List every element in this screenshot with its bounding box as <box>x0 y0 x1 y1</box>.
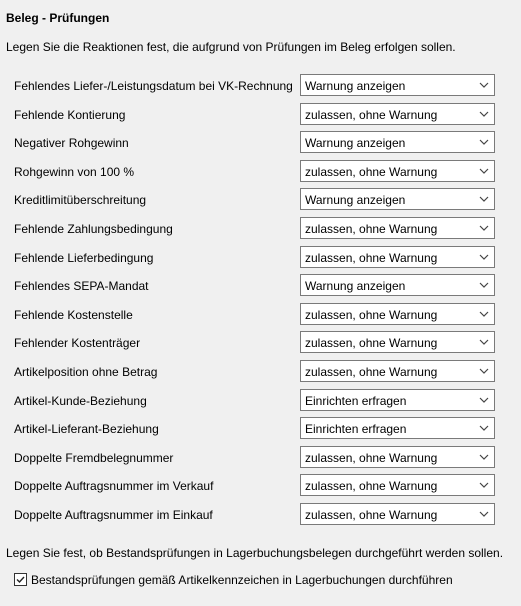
chevron-down-icon <box>478 478 490 492</box>
check-label: Fehlende Lieferbedingung <box>14 250 154 265</box>
stock-checkbox[interactable] <box>14 573 27 586</box>
reaction-select-value: zulassen, ohne Warnung <box>305 507 438 522</box>
reaction-select[interactable] <box>300 446 495 468</box>
reaction-select-value: zulassen, ohne Warnung <box>305 107 438 122</box>
check-row <box>0 216 521 245</box>
check-row <box>0 273 521 302</box>
reaction-select-value: zulassen, ohne Warnung <box>305 479 438 494</box>
check-label: Fehlende Zahlungsbedingung <box>14 221 173 236</box>
reaction-select[interactable] <box>300 246 495 268</box>
check-label: Artikel-Kunde-Beziehung <box>14 393 147 408</box>
check-label: Negativer Rohgewinn <box>14 136 129 151</box>
chevron-down-icon <box>478 421 490 435</box>
reaction-select-value: zulassen, ohne Warnung <box>305 364 438 379</box>
chevron-down-icon <box>478 364 490 378</box>
chevron-down-icon <box>478 507 490 521</box>
check-label: Doppelte Auftragsnummer im Verkauf <box>14 479 214 494</box>
section-intro: Legen Sie die Reaktionen fest, die aufgrund von Prüfungen im Beleg erfolgen sollen. <box>6 40 456 54</box>
reaction-select-value: Warnung anzeigen <box>305 136 406 151</box>
stock-checkbox-label[interactable]: Bestandsprüfungen gemäß Artikelkennzeichen in Lagerbuchungen durchführen <box>31 573 453 587</box>
check-label: Doppelte Auftragsnummer im Einkauf <box>14 507 213 522</box>
reaction-select[interactable] <box>300 188 495 210</box>
check-row <box>0 330 521 359</box>
check-label: Fehlendes Liefer-/Leistungsdatum bei VK-Rechnung <box>14 79 293 93</box>
reaction-select-value: Warnung anzeigen <box>305 193 406 208</box>
reaction-select-value: zulassen, ohne Warnung <box>305 450 438 465</box>
check-row <box>0 159 521 188</box>
check-label: Rohgewinn von 100 % <box>14 164 135 179</box>
chevron-down-icon <box>478 335 490 349</box>
reaction-select[interactable] <box>300 417 495 439</box>
reaction-select-value: Warnung anzeigen <box>305 79 406 93</box>
chevron-down-icon <box>478 250 490 264</box>
check-label: Doppelte Fremdbelegnummer <box>14 450 174 465</box>
check-row <box>0 245 521 274</box>
check-label: Fehlende Kostenstelle <box>14 307 133 322</box>
check-row <box>0 187 521 216</box>
check-label: Fehlender Kostenträger <box>14 336 141 351</box>
check-label: Kreditlimitüberschreitung <box>14 193 147 208</box>
reaction-select[interactable] <box>300 274 495 296</box>
reaction-select[interactable] <box>300 474 495 496</box>
check-row <box>0 445 521 474</box>
chevron-down-icon <box>478 307 490 321</box>
reaction-select[interactable] <box>300 360 495 382</box>
stock-intro: Legen Sie fest, ob Bestandsprüfungen in Lagerbuchungsbelegen durchgeführt werden sollen. <box>6 546 504 560</box>
chevron-down-icon <box>478 221 490 235</box>
reaction-select[interactable] <box>300 389 495 411</box>
reaction-select-value: Warnung anzeigen <box>305 279 406 294</box>
reaction-select[interactable] <box>300 503 495 525</box>
chevron-down-icon <box>478 192 490 206</box>
reaction-select[interactable] <box>300 103 495 125</box>
reaction-select[interactable] <box>300 74 495 96</box>
check-row <box>0 130 521 159</box>
check-row <box>0 359 521 388</box>
chevron-down-icon <box>478 278 490 292</box>
chevron-down-icon <box>478 164 490 178</box>
reaction-select-value: zulassen, ohne Warnung <box>305 307 438 322</box>
chevron-down-icon <box>478 393 490 407</box>
check-row <box>0 102 521 131</box>
chevron-down-icon <box>478 78 490 92</box>
check-row <box>0 388 521 417</box>
check-row <box>0 473 521 502</box>
reaction-select-value: zulassen, ohne Warnung <box>305 250 438 265</box>
reaction-select[interactable] <box>300 131 495 153</box>
reaction-select-value: zulassen, ohne Warnung <box>305 221 438 236</box>
chevron-down-icon <box>478 450 490 464</box>
check-label: Artikelposition ohne Betrag <box>14 364 158 379</box>
reaction-select-value: zulassen, ohne Warnung <box>305 336 438 351</box>
reaction-select[interactable] <box>300 217 495 239</box>
reaction-select-value: Einrichten erfragen <box>305 422 407 437</box>
reaction-select-value: zulassen, ohne Warnung <box>305 164 438 179</box>
check-label: Artikel-Lieferant-Beziehung <box>14 422 159 437</box>
reaction-select[interactable] <box>300 331 495 353</box>
reaction-select[interactable] <box>300 160 495 182</box>
checks-list <box>0 73 521 531</box>
chevron-down-icon <box>478 135 490 149</box>
check-row <box>0 73 521 102</box>
check-label: Fehlende Kontierung <box>14 107 126 122</box>
check-row <box>0 302 521 331</box>
section-title: Beleg - Prüfungen <box>6 11 110 25</box>
reaction-select[interactable] <box>300 303 495 325</box>
check-row <box>0 502 521 531</box>
check-label: Fehlendes SEPA-Mandat <box>14 279 149 294</box>
check-row <box>0 416 521 445</box>
chevron-down-icon <box>478 107 490 121</box>
reaction-select-value: Einrichten erfragen <box>305 393 407 408</box>
